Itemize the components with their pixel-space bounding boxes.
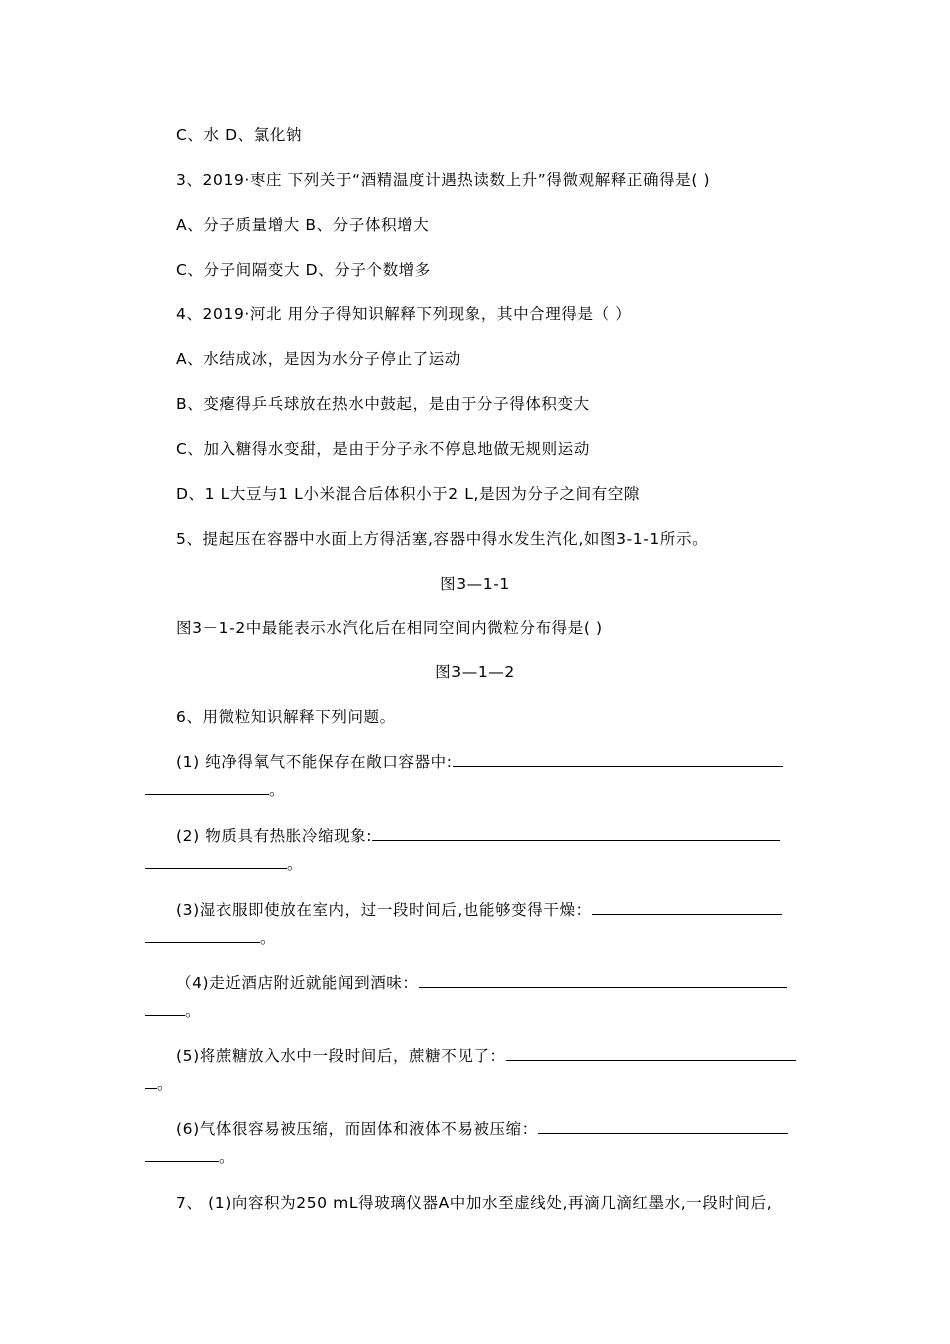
- answer-blank[interactable]: [145, 780, 269, 795]
- text-line: C、水 D、氯化钠: [176, 126, 303, 144]
- answer-blank[interactable]: [419, 973, 787, 988]
- figure-caption-1: 图3—1-1: [440, 575, 510, 593]
- answer-blank[interactable]: [538, 1119, 788, 1134]
- question-5: 5、提起压在容器中水面上方得活塞,容器中得水发生汽化,如图3-1-1所示。: [176, 530, 709, 548]
- answer-line-end: 。: [145, 1147, 235, 1167]
- sub-question-2: (2) 物质具有热胀冷缩现象:: [176, 826, 780, 846]
- option-c: C、加入糖得水变甜，是由于分子永不停息地做无规则运动: [176, 440, 590, 458]
- question-4: 4、2019·河北 用分子得知识解释下列现象，其中合理得是（ ）: [176, 305, 632, 323]
- sub-question-1: (1) 纯净得氧气不能保存在敞口容器中:: [176, 752, 783, 772]
- sub-question-4: （4)走近酒店附近就能闻到酒味：: [176, 973, 787, 993]
- option-a: A、水结成冰，是因为水分子停止了运动: [176, 350, 461, 368]
- answer-blank[interactable]: [506, 1046, 796, 1061]
- question-3: 3、2019·枣庄 下列关于“酒精温度计遇热读数上升”得微观解释正确得是( ): [176, 171, 711, 189]
- answer-line-end: 。: [145, 854, 303, 874]
- answer-line-end: 。: [145, 1001, 201, 1021]
- figure-caption-2: 图3—1—2: [435, 663, 515, 681]
- answer-blank[interactable]: [372, 826, 780, 841]
- sub-question-3: (3)湿衣服即使放在室内，过一段时间后,也能够变得干燥：: [176, 900, 782, 920]
- answer-blank[interactable]: [145, 1074, 157, 1089]
- answer-blank[interactable]: [453, 752, 783, 767]
- sub-question-5: (5)将蔗糖放入水中一段时间后，蔗糖不见了：: [176, 1046, 796, 1066]
- answer-line-end: 。: [145, 780, 285, 800]
- answer-blank[interactable]: [592, 900, 782, 915]
- answer-blank[interactable]: [145, 1001, 185, 1016]
- option-line: A、分子质量增大 B、分子体积增大: [176, 216, 430, 234]
- answer-blank[interactable]: [145, 854, 287, 869]
- question-6: 6、用微粒知识解释下列问题。: [176, 708, 396, 726]
- answer-line-end: 。: [145, 1074, 173, 1094]
- option-line: C、分子间隔变大 D、分子个数增多: [176, 261, 431, 279]
- question-5-prompt: 图3－1-2中最能表示水汽化后在相同空间内微粒分布得是( ): [176, 619, 603, 637]
- question-7: 7、 (1)向容积为250 mL得玻璃仪器A中加水至虚线处,再滴几滴红墨水,一段时间后,: [176, 1194, 773, 1212]
- option-b: B、变瘪得乒乓球放在热水中鼓起，是由于分子得体积变大: [176, 395, 590, 413]
- answer-blank[interactable]: [145, 928, 260, 943]
- option-d: D、1 L大豆与1 L小米混合后体积小于2 L,是因为分子之间有空隙: [176, 485, 641, 503]
- answer-line-end: 。: [145, 928, 276, 948]
- sub-question-6: (6)气体很容易被压缩，而固体和液体不易被压缩：: [176, 1119, 788, 1139]
- answer-blank[interactable]: [145, 1147, 219, 1162]
